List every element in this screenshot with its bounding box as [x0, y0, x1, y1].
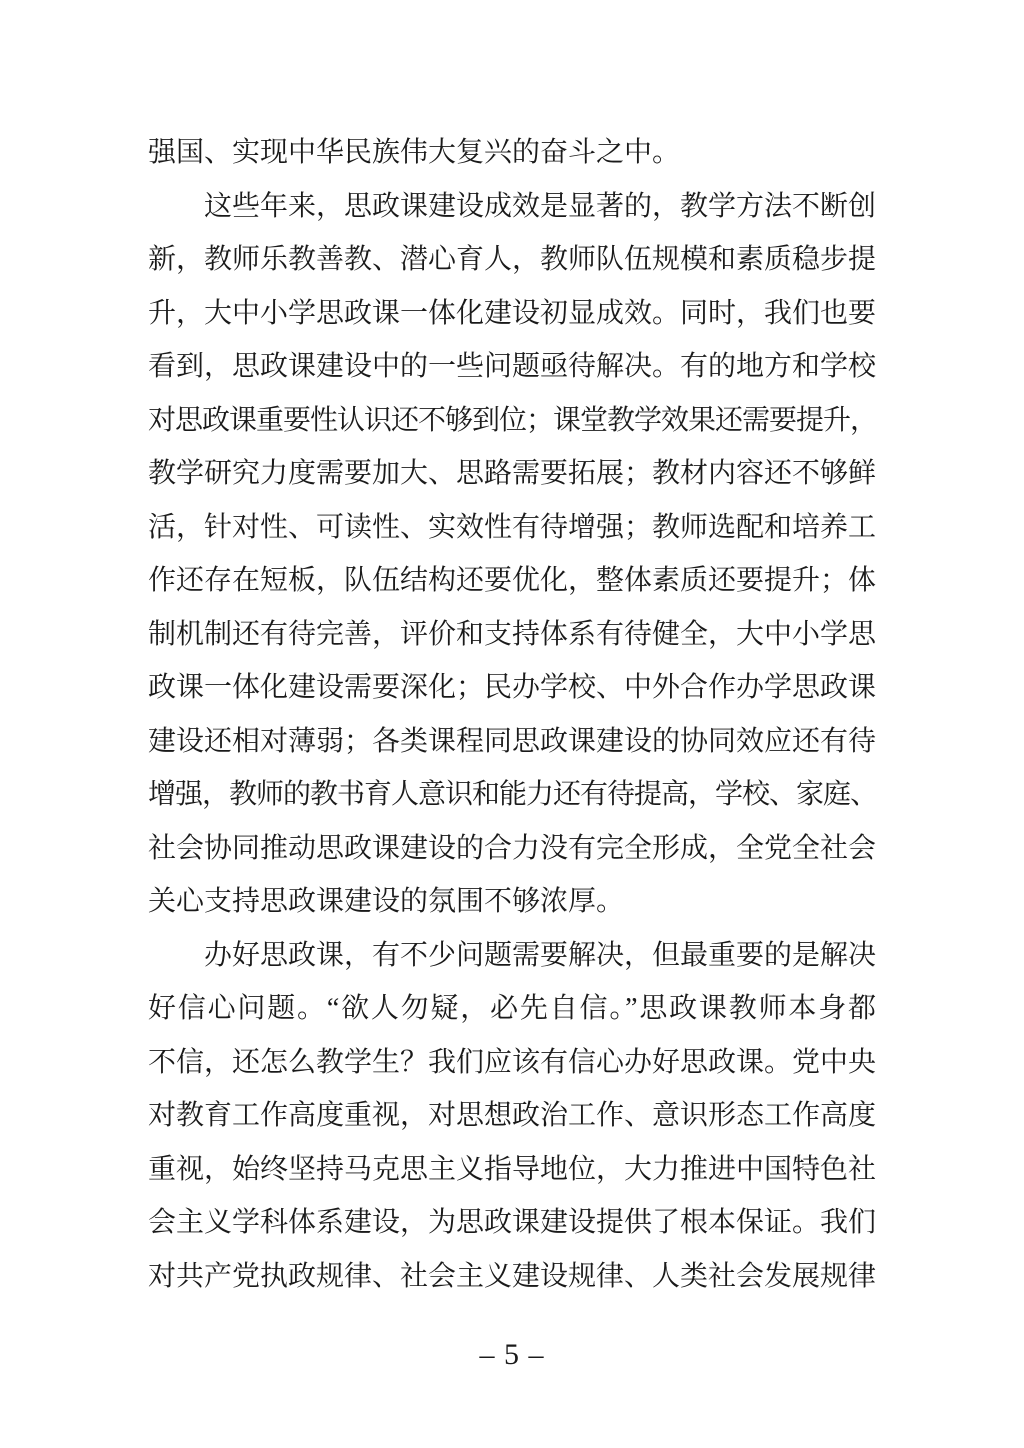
text-line: 不信，还怎么教学生？我们应该有信心办好思政课。党中央 — [148, 1046, 877, 1078]
text-line: 办好思政课，有不少问题需要解决，但最重要的是解决 — [204, 939, 877, 971]
text-line: 社会协同推动思政课建设的合力没有完全形成，全党全社会 — [148, 832, 877, 864]
text-block — [148, 126, 876, 1303]
text-line: 看到，思政课建设中的一些问题亟待解决。有的地方和学校 — [148, 351, 877, 382]
text-line: 新，教师乐教善教、潜心育人，教师队伍规模和素质稳步提 — [148, 244, 877, 275]
page-number: – 5 – — [479, 1338, 545, 1371]
text-line: 强国、实现中华民族伟大复兴的奋斗之中。 — [148, 137, 681, 168]
text-line: 会主义学科体系建设，为思政课建设提供了根本保证。我们 — [148, 1207, 877, 1238]
text-line: 政课一体化建设需要深化；民办学校、中外合作办学思政课 — [148, 672, 877, 703]
text-line: 对思政课重要性认识还不够到位；课堂教学效果还需要提升， — [148, 404, 878, 436]
text-line: 对教育工作高度重视，对思想政治工作、意识形态工作高度 — [148, 1100, 877, 1131]
text-line: 这些年来，思政课建设成效是显著的，教学方法不断创 — [204, 190, 877, 222]
text-line: 升，大中小学思政课一体化建设初显成效。同时，我们也要 — [148, 297, 877, 329]
text-line: 制机制还有待完善，评价和支持体系有待健全，大中小学思 — [148, 618, 877, 650]
text-line: 教学研究力度需要加大、思路需要拓展；教材内容还不够鲜 — [148, 458, 877, 489]
text-line: 对共产党执政规律、社会主义建设规律、人类社会发展规律 — [148, 1260, 877, 1292]
text-line: 建设还相对薄弱；各类课程同思政课建设的协同效应还有待 — [148, 725, 877, 757]
text-line: 活，针对性、可读性、实效性有待增强；教师选配和培养工 — [148, 511, 877, 543]
text-line: 增强，教师的教书育人意识和能力还有待提高，学校、家庭、 — [148, 779, 878, 810]
text-line: 好信心问题。“欲人勿疑，必先自信。”思政课教师本身都 — [148, 993, 876, 1024]
text-line: 重视，始终坚持马克思主义指导地位，大力推进中国特色社 — [148, 1153, 877, 1185]
text-line: 关心支持思政课建设的氛围不够浓厚。 — [148, 886, 625, 917]
text-line: 作还存在短板，队伍结构还要优化，整体素质还要提升；体 — [148, 565, 877, 596]
